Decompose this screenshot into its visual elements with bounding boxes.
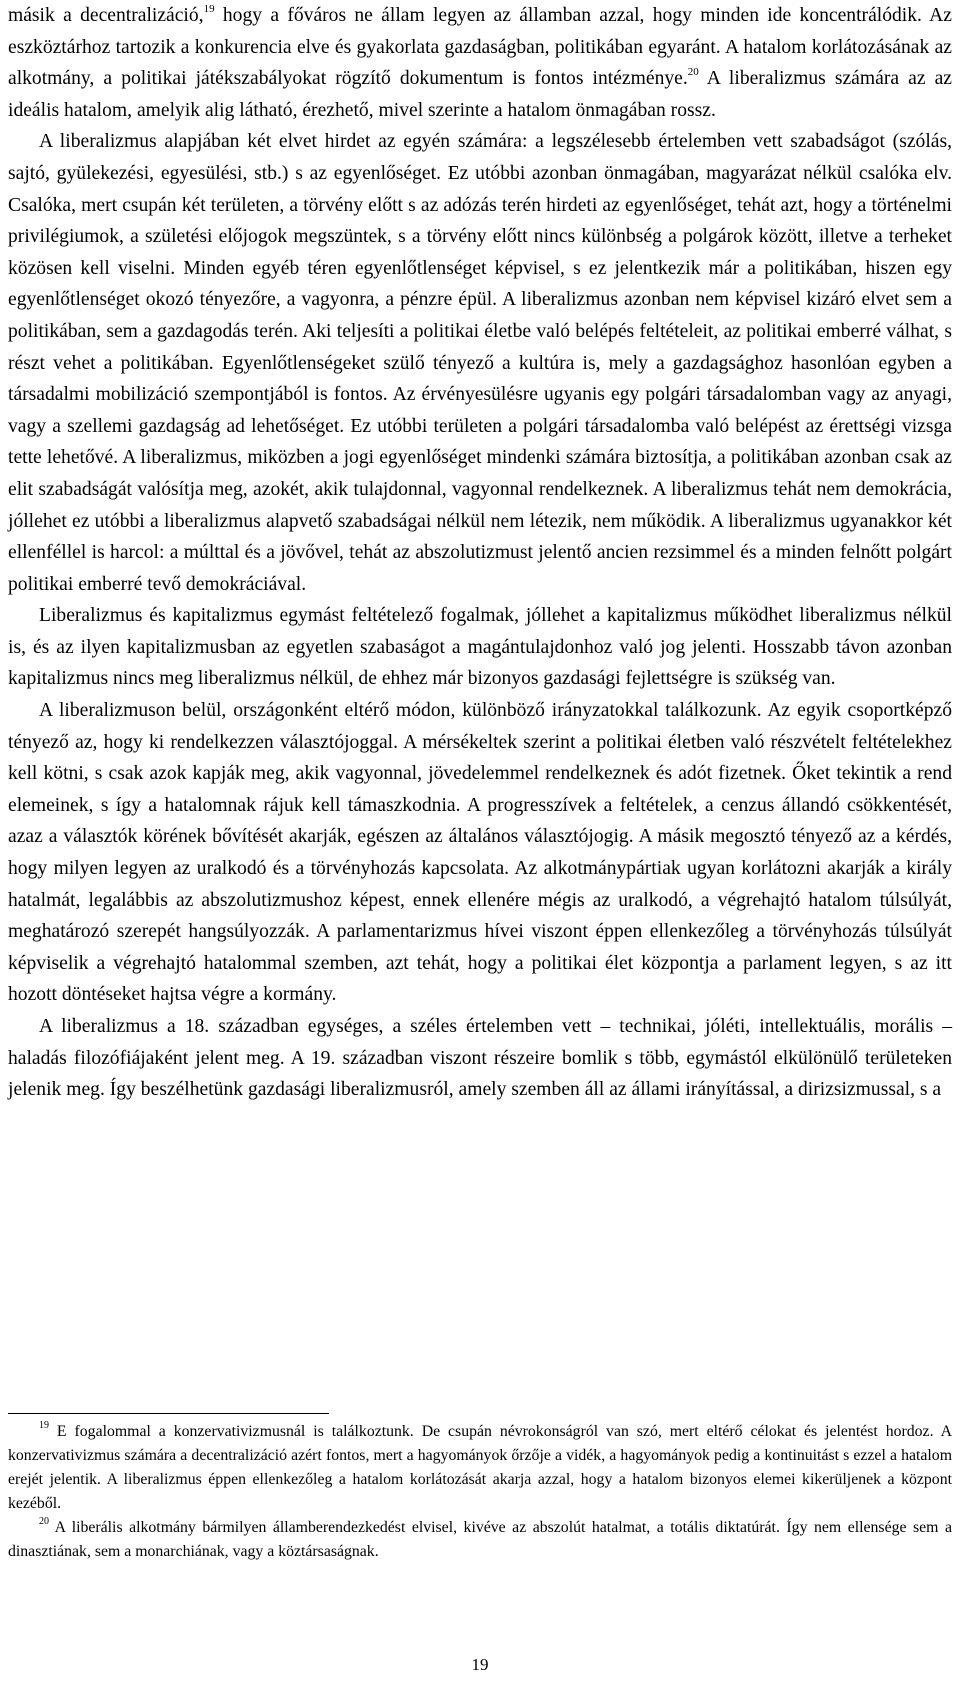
paragraph: Liberalizmus és kapitalizmus egymást feltételező fogalmak, jóllehet a kapitalizmus működhet liberalizmus nélkül is, és az ilyen kapitalizmusban az egyetlen szabaságot a magántulajdonhoz való jog jelenti. Hosszabb távon azonban kapitalizmus nincs meg liberalizmus nélkül, de ehhez már bizonyos gazdasági fejlettségre is szükség van. xyxy=(8,605,952,690)
footnotes xyxy=(8,1420,952,1564)
document-page xyxy=(8,0,952,1695)
footnote-ref-20[interactable]: 20 xyxy=(687,66,699,79)
paragraph: A liberalizmus alapjában két elvet hirdet az egyén számára: a legszélesebb értelemben vett szabadságot (szólás, sajtó, gyülekezési, egyesülési, stb.) s az egyenlőséget. Ez utóbbi azonban önmagában, magyarázat nélkül csalóka elv. Csalóka, mert csupán két területen, a törvény előtt s az adózás terén hirdeti az egyenlőséget, tehát azt, hogy a történelmi privilégiumok, a születési előjogok megszüntek, s a törvény előtt nincs különbség a polgárok között, illetve a terheket közösen kell viselni. Minden egyéb téren egyenlőtlenséget képvisel, s ez jelentkezik már a politikában, hiszen egy egyenlőtlenséget okozó tényezőre, a vagyonra, a pénzre épül. A liberalizmus azonban nem képvisel kizáró elvet sem a politikában, sem a gazdagodás terén. Aki teljesíti a politikai életbe való belépés feltételeit, az politikai emberré válhat, s részt vehet a politikában. Egyenlőtlenségeket szülő tényező a kultúra is, mely a gazdagsághoz hasonlóan egyben a társadalmi mobilizáció szempontjából is fontos. Az érvényesülésre ugyanis egy polgári társadalomban vagy az anyagi, vagy a szellemi gazdagság ad lehetőséget. Ez utóbbi területen a polgári társadalomba való belépést az érettségi vizsga tette lehetővé. A liberalizmus, miközben a jogi egyenlőséget mindenki számára biztosítja, a politikában azonban csak az elit szabadságát valósítja meg, azokét, akik tulajdonnal, vagyonnal rendelkeznek. A liberalizmus tehát nem demokrácia, jóllehet ez utóbbi a liberalizmus alapvető szabadságai nélkül nem létezik, nem működik. A liberalizmus ugyanakkor két ellenféllel is harcol: a múlttal és a jövővel, tehát az abszolutizmust jelentő ancien rezsimmel és a minden felnőtt polgárt politikai emberré tevő demokráciával. xyxy=(8,131,952,595)
footnote-ref-19[interactable]: 19 xyxy=(203,3,215,15)
footnote-number: 20 xyxy=(39,1516,49,1527)
paragraph: A liberalizmuson belül, országonként eltérő módon, különböző irányzatokkal találkozunk. Az egyik csoportképző tényező az, hogy ki rendelkezzen választójoggal. A mérsékeltek szerint a politikai életben való részvételt feltételekhez kell kötni, s csak azok kapják meg, akik vagyonnal, jövedelemmel rendelkeznek és adót fizetnek. Őket tekintik a rend elemeinek, s így a hatalomnak rájuk kell támaszkodnia. A progresszívek a feltételek, a cenzus állandó csökkentését, azaz a választók körének bővítését akarják, egészen az általános választójogig. A másik megosztó tényező az a kérdés, hogy milyen legyen az uralkodó és a törvényhozás kapcsolata. Az alkotmánypártiak ugyan korlátozni akarják a király hatalmát, legalábbis az abszolutizmushoz képest, ennek ellenére mégis az uralkodó, a végrehajtó hatalom túlsúlyát, meghatározó szerepét hangsúlyozzák. A parlamentarizmus hívei viszont éppen ellenkezőleg a törvényhozás túlsúlyát képviselik a végrehajtó hatalommal szemben, azt tehát, hogy a politikai élet központja a parlament legyen, s az itt hozott döntéseket hajtsa végre a kormány. xyxy=(8,700,952,1006)
page-number: 19 xyxy=(471,1655,489,1674)
paragraph xyxy=(8,0,952,126)
footnote-19 xyxy=(8,1420,952,1516)
paragraph: A liberalizmus a 18. században egységes, a széles értelemben vett – technikai, jóléti, intellektuális, morális – haladás filozófiájaként jelent meg. A 19. században viszont részeire bomlik s több, egymástól elkülönülő területeken jelenik meg. Így beszélhetünk gazdasági liberalizmusról, amely szemben áll az állami irányítással, a dirizsizmussal, s a xyxy=(8,1016,952,1101)
main-text xyxy=(8,0,952,1106)
text-run: hogy a főváros ne állam legyen az államban azzal, hogy minden ide koncentrálódik. Az eszköztárhoz tartozik a konkurencia elve és gyakorlata gazdaságban, politikában egyaránt. A hatalom korlátozásának az alkotmány, a politikai játékszabályokat rögzítő dokumentum is fontos intézménye. xyxy=(8,5,952,90)
footnote-20 xyxy=(8,1516,952,1564)
footnote-text: A liberális alkotmány bármilyen államberendezkedést elvisel, kivéve az abszolút hatalmat, a totális diktatúrát. Így nem ellensége sem a dinasztiának, sem a monarchiának, vagy a köztársaságnak. xyxy=(8,1519,952,1560)
footnote-text: E fogalommal a konzervativizmusnál is találkoztunk. De csupán névrokonságról van szó, mert eltérő célokat és jelentést hordoz. A konzervativizmus számára a decentralizáció azért fontos, mert a hagyományok őrzője a vidék, a hagyományok pedig a kontinuitást s ezzel a hatalom erejét jelentik. A liberalizmus éppen ellenkezőleg a hatalom korlátozását akarja azzal, hogy a hatalom bizonyos elemei kikerüljenek a központ kezéből. xyxy=(8,1423,952,1512)
text-run: másik a decentralizáció, xyxy=(8,5,204,26)
footnote-separator xyxy=(8,1413,329,1414)
text-run: A liberalizmus számára az az ideális hatalom, amelyik alig látható, érezhető, mivel szerinte a hatalom önmagában rossz. xyxy=(8,68,953,121)
footnote-number: 19 xyxy=(39,1420,49,1431)
